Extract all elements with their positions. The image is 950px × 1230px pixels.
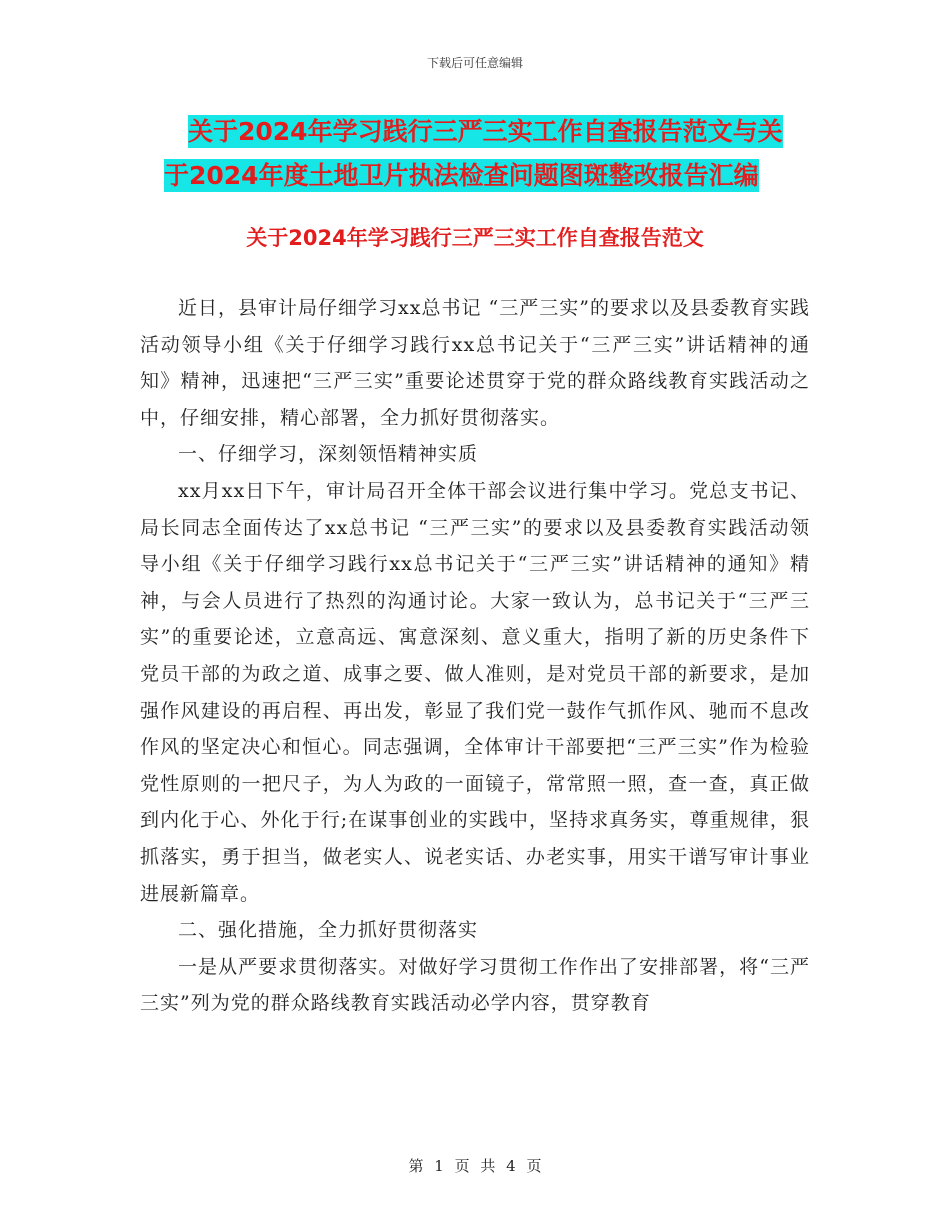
document-title <box>140 110 830 198</box>
paragraph-study: xx月xx日下午，审计局召开全体干部会议进行集中学习。党总支书记、局长同志全面传达了xx总书记 “三严三实”的要求以及县委教育实践活动领导小组《关于仔细学习践行xx总书记关于“三严三实”讲话精神的通知》精神，与会人员进行了热烈的沟通讨论。大家一致认为，总书记关于“三严三实”的重要论述，立意高远、寓意深刻、意义重大，指明了新的历史条件下党员干部的为政之道、成事之要、做人准则，是对党员干部的新要求，是加强作风建设的再启程、再出发，彰显了我们党一鼓作气抓作风、驰而不息改作风的坚定决心和恒心。同志强调，全体审计干部要把“三严三实”作为检验党性原则的一把尺子，为人为政的一面镜子，常常照一照，查一查，真正做到内化于心、外化于行;在谋事创业的实践中，坚持求真务实，尊重规律，狠抓落实，勇于担当，做老实人、说老实话、办老实事，用实干谱写审计事业进展新篇章。 <box>140 479 810 905</box>
title-line-1: 关于2024年学习践行三严三实工作自查报告范文与关 <box>188 117 783 146</box>
header-note: 下载后可任意编辑 <box>426 56 523 70</box>
paragraph-measures: 一是从严要求贯彻落实。对做好学习贯彻工作作出了安排部署，将“三严三实”列为党的群众路线教育实践活动必学内容，贯穿教育 <box>140 955 810 1015</box>
section-title: 关于2024年学习践行三严三实工作自查报告范文 <box>246 226 704 250</box>
title-line-2: 于2024年度土地卫片执法检查问题图斑整改报告汇编 <box>164 161 759 190</box>
heading-measures: 二、强化措施，全力抓好贯彻落实 <box>178 919 479 942</box>
document-body <box>140 290 810 1022</box>
heading-study: 一、仔细学习，深刻领悟精神实质 <box>178 443 479 466</box>
paragraph-intro: 近日，县审计局仔细学习xx总书记 “三严三实”的要求以及县委教育实践活动领导小组《关于仔细学习践行xx总书记关于“三严三实”讲话精神的通知》精神，迅速把“三严三实”重要论述贯穿于党的群众路线教育实践活动之中，仔细安排，精心部署，全力抓好贯彻落实。 <box>140 297 810 429</box>
page-footer: 第 1 页 共 4 页 <box>408 1157 542 1175</box>
